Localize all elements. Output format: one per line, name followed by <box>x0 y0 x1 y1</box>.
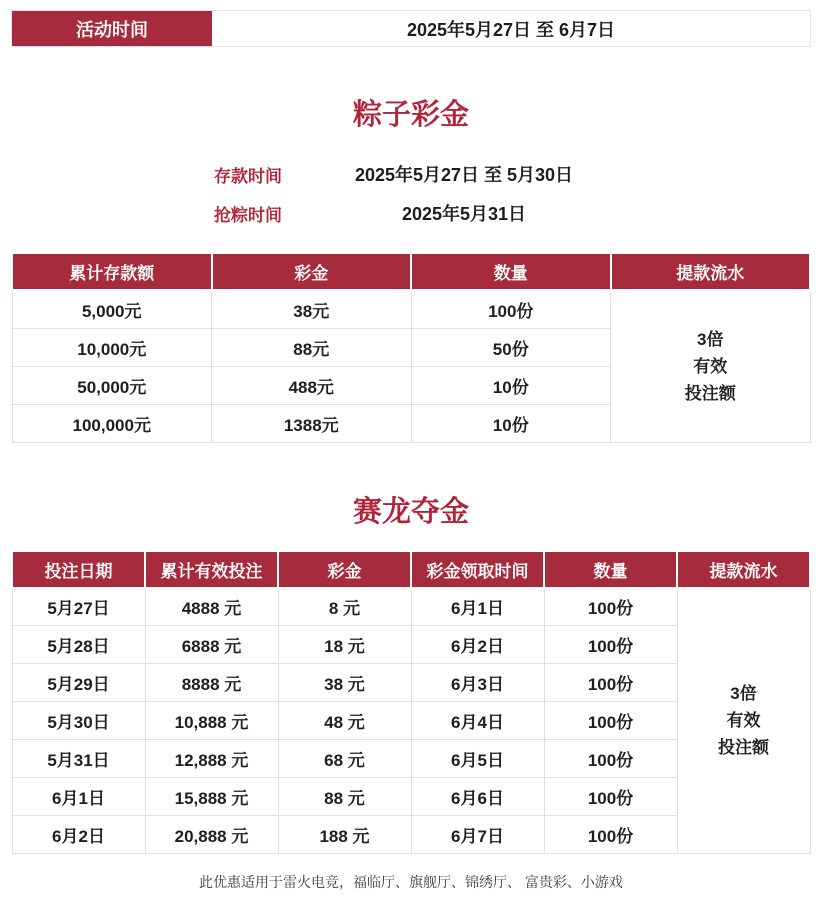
turnover-requirement-line: 有效 <box>693 356 728 376</box>
table-cell: 50,000元 <box>12 366 212 404</box>
column-header: 累计存款额 <box>12 253 212 290</box>
table-cell: 88 元 <box>278 778 411 816</box>
table-cell: 5月30日 <box>12 702 145 740</box>
column-header: 彩金 <box>212 253 412 290</box>
table-cell: 100份 <box>544 816 677 854</box>
zongzi-bonus-table-head <box>12 253 810 290</box>
table-cell: 6月4日 <box>411 702 544 740</box>
grab-zongzi-time-row <box>11 200 811 226</box>
table-cell: 5,000元 <box>12 290 212 328</box>
column-header: 彩金 <box>278 551 411 588</box>
dragon-race-table <box>11 550 811 855</box>
table-cell: 100份 <box>411 290 611 328</box>
grab-zongzi-time-label: 抢粽时间 <box>214 205 282 225</box>
table-cell: 20,888 元 <box>145 816 278 854</box>
table-cell: 6月1日 <box>411 588 544 626</box>
table-cell: 10,888 元 <box>145 702 278 740</box>
deposit-time-value: 2025年5月27日 至 5月30日 <box>354 165 574 185</box>
activity-time-value: 2025年5月27日 至 6月7日 <box>406 19 616 40</box>
table-cell: 100,000元 <box>12 404 212 442</box>
column-header: 提款流水 <box>677 551 810 588</box>
turnover-requirement-line: 3倍 <box>697 329 724 349</box>
dragon-race-table-head <box>12 551 810 588</box>
table-cell: 10,000元 <box>12 328 212 366</box>
table-cell: 10份 <box>411 366 611 404</box>
table-cell: 8 元 <box>278 588 411 626</box>
table-cell: 100份 <box>544 702 677 740</box>
table-cell: 5月27日 <box>12 588 145 626</box>
zongzi-bonus-table-body <box>12 290 810 442</box>
table-cell: 18 元 <box>278 626 411 664</box>
column-header: 投注日期 <box>12 551 145 588</box>
table-cell: 15,888 元 <box>145 778 278 816</box>
table-cell: 6月1日 <box>12 778 145 816</box>
dragon-race-title: 赛龙夺金 <box>352 495 469 528</box>
table-cell: 6月2日 <box>411 626 544 664</box>
table-cell: 100份 <box>544 778 677 816</box>
table-cell: 10份 <box>411 404 611 442</box>
deposit-time-label: 存款时间 <box>214 166 282 186</box>
table-cell: 6月3日 <box>411 664 544 702</box>
table-cell: 188 元 <box>278 816 411 854</box>
column-header: 提款流水 <box>611 253 811 290</box>
table-cell: 100份 <box>544 664 677 702</box>
table-cell: 5月28日 <box>12 626 145 664</box>
table-row <box>12 588 810 626</box>
table-cell: 6月2日 <box>12 816 145 854</box>
table-row <box>12 290 810 328</box>
dragon-race-table-body <box>12 588 810 854</box>
zongzi-bonus-title: 粽子彩金 <box>352 99 469 131</box>
zongzi-bonus-table <box>11 252 811 443</box>
table-cell: 100份 <box>544 740 677 778</box>
turnover-requirement-line: 有效 <box>726 711 761 731</box>
turnover-requirement-line: 投注额 <box>684 383 736 403</box>
grab-zongzi-time-value: 2025年5月31日 <box>401 204 527 224</box>
table-cell: 12,888 元 <box>145 740 278 778</box>
turnover-requirement-line: 3倍 <box>730 684 757 704</box>
table-cell: 100份 <box>544 588 677 626</box>
column-header: 数量 <box>544 551 677 588</box>
table-cell: 68 元 <box>278 740 411 778</box>
activity-time-label: 活动时间 <box>12 11 212 46</box>
table-cell: 8888 元 <box>145 664 278 702</box>
column-header: 累计有效投注 <box>145 551 278 588</box>
column-header: 数量 <box>411 253 611 290</box>
table-cell: 5月29日 <box>12 664 145 702</box>
table-cell: 5月31日 <box>12 740 145 778</box>
table-cell: 38元 <box>212 290 412 328</box>
table-cell: 6月7日 <box>411 816 544 854</box>
table-cell: 6888 元 <box>145 626 278 664</box>
table-cell: 6月5日 <box>411 740 544 778</box>
column-header: 彩金领取时间 <box>411 551 544 588</box>
table-cell: 38 元 <box>278 664 411 702</box>
table-cell: 6月6日 <box>411 778 544 816</box>
table-cell: 100份 <box>544 626 677 664</box>
deposit-time-row <box>11 161 811 187</box>
table-cell: 488元 <box>212 366 412 404</box>
turnover-requirement-cell <box>611 290 811 442</box>
table-cell: 48 元 <box>278 702 411 740</box>
turnover-requirement-line: 投注额 <box>718 738 769 758</box>
table-cell: 1388元 <box>212 404 412 442</box>
turnover-requirement-cell <box>677 588 810 854</box>
table-cell: 4888 元 <box>145 588 278 626</box>
table-cell: 50份 <box>411 328 611 366</box>
activity-time-banner <box>11 10 811 47</box>
table-cell: 88元 <box>212 328 412 366</box>
eligibility-note: 此优惠适用于雷火电竞，福临厅、旗舰厅、锦绣厅、 富贵彩、小游戏 <box>199 874 623 890</box>
